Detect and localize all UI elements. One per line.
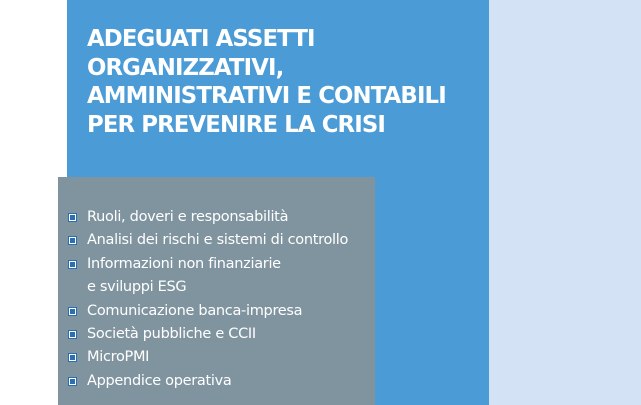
topics-box: [58, 177, 375, 405]
topic-text: Analisi dei rischi e sistemi di controllo: [87, 232, 349, 249]
topic-text: Appendice operativa: [87, 372, 232, 389]
topic-item-ruoli: [68, 206, 348, 229]
topic-text: Informazioni non finanziarie: [87, 255, 281, 272]
topic-item-micropmi: [68, 346, 348, 369]
cover-title: [87, 24, 470, 138]
title-line: ADEGUATI ASSETTI: [87, 24, 315, 52]
square-bullet-icon: [68, 377, 77, 386]
square-bullet-icon: [68, 236, 77, 245]
square-bullet-icon: [68, 213, 77, 222]
topic-text: Ruoli, doveri e responsabilità: [87, 209, 289, 225]
topics-list: [68, 206, 348, 393]
topic-item-societa: [68, 323, 348, 346]
topic-item-banca: [68, 300, 348, 323]
left-margin-strip: [0, 0, 67, 405]
square-bullet-icon: [68, 307, 77, 316]
title-line: AMMINISTRATIVI E CONTABILI: [87, 81, 446, 109]
square-bullet-icon: [68, 330, 77, 339]
title-line: ORGANIZZATIVI,: [87, 52, 284, 81]
topic-item-esg: [68, 253, 348, 300]
topic-text: Comunicazione banca-impresa: [87, 302, 303, 319]
square-bullet-icon: [68, 353, 77, 362]
square-bullet-icon: [68, 260, 77, 269]
light-blue-side-panel: [489, 0, 641, 405]
topic-item-appendice: [68, 370, 348, 393]
topic-text: MicroPMI: [87, 349, 150, 366]
title-line: PER PREVENIRE LA CRISI: [87, 109, 386, 138]
topic-text: Società pubbliche e CCII: [87, 326, 256, 343]
topic-item-rischi: [68, 229, 348, 252]
topic-text-continuation: e sviluppi ESG: [87, 279, 187, 296]
